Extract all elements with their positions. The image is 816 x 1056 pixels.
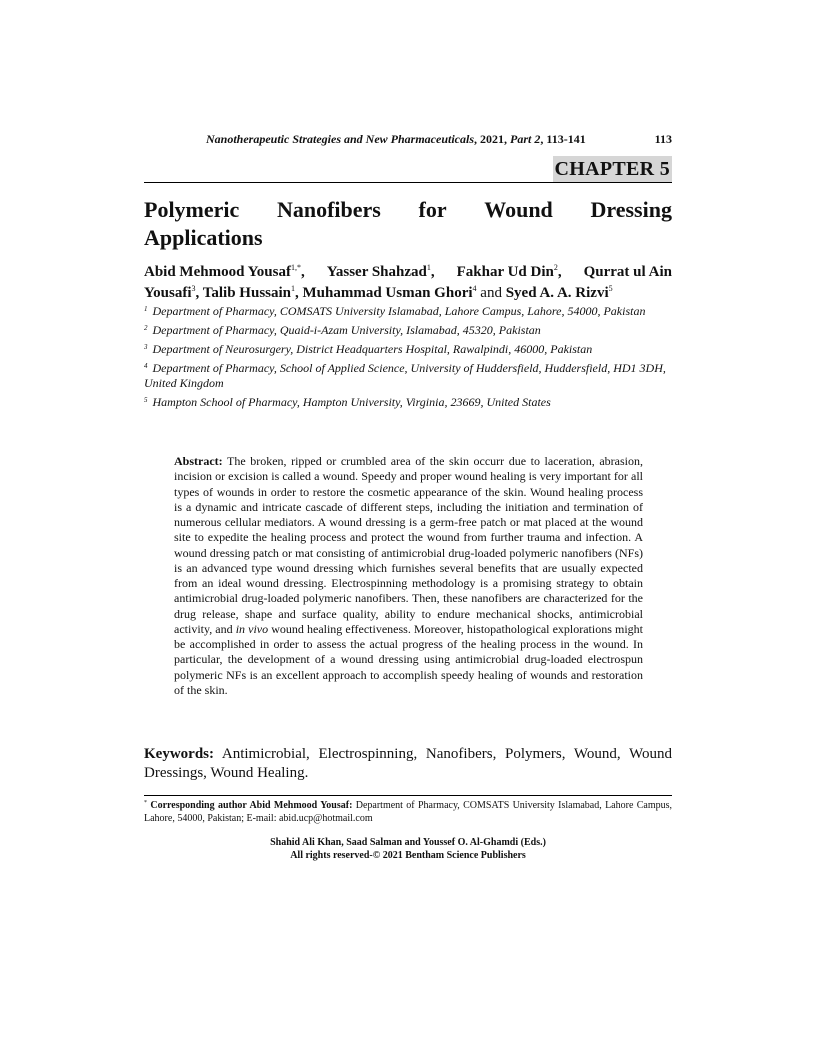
title-word: Nanofibers (276, 197, 381, 222)
footnote-text: Department of Pharmacy, COMSATS University Islamabad, Lahore Campus, Lahore, 54000, Pakistan; E-mail: abid.ucp@hotmail.com (144, 800, 672, 824)
affiliation: $^2$ Department of Pharmacy, Quaid-i-Azam University, Islamabad, 45320, Pakistan (144, 323, 541, 337)
footnote-label: Corresponding author Abid Mehmood Yousaf: (150, 800, 353, 811)
affiliation: $^3$ Department of Neurosurgery, District Headquarters Hospital, Rawalpindi, 46000, Pakistan (144, 342, 593, 356)
journal-part: Part 2 (510, 132, 541, 146)
affiliation: $^4$ Department of Pharmacy, School of Applied Science, University of Huddersfield, Huddersfield, HD1 3DH, United Kingdom (144, 361, 666, 390)
author: Fakhar Ud Din$^2$, (456, 263, 562, 280)
abstract-text-cont: wound healing effectiveness. Moreover, histopathological explorations might be accomplished in order to assess the actual progress of the healing process in the wound. In particular, the development of a wound dressing using antimicrobial drug-loaded electrospun polymeric NFs is an excellent approach to accomplish speedy healing of wounds and restoration of the skin. (174, 621, 643, 697)
editors-line: Shahid Ali Khan, Saad Salman and Youssef O. Al-Ghamdi (Eds.) (270, 837, 546, 848)
author: Yousafi$^3$, (144, 284, 203, 301)
author-list (144, 262, 672, 304)
affiliation: $^5$ Hampton School of Pharmacy, Hampton University, Virginia, 23669, United States (144, 395, 551, 409)
author: Abid Mehmood Yousaf$^{1,*}$, (144, 263, 305, 280)
title-line-2: Applications (144, 225, 263, 250)
publisher-info (144, 836, 672, 862)
keywords-text: Antimicrobial, Electrospinning, Nanofibers, Polymers, Wound, Wound Dressings, Wound Healing. (144, 746, 672, 781)
abstract (174, 454, 643, 698)
author: Syed A. A. Rizvi$^5$ (505, 284, 613, 301)
author-line-2 (144, 283, 672, 304)
page-number: 113 (654, 132, 672, 146)
title-word: Polymeric (144, 197, 240, 222)
author: Qurrat ul Ain (583, 264, 672, 280)
author: Talib Hussain$^1$, (202, 284, 303, 301)
title-word: Wound (484, 197, 553, 222)
journal-pages: , 113-141 (540, 132, 586, 146)
affiliation: $^1$ Department of Pharmacy, COMSATS University Islamabad, Lahore Campus, Lahore, 54000, Pakistan (144, 304, 646, 318)
author-line-1 (144, 262, 672, 283)
journal-year: , 2021, (474, 132, 511, 146)
chapter-label: CHAPTER 5 (554, 158, 670, 180)
title-line-1 (144, 196, 672, 224)
author: Muhammad Usman Ghori$^4$ (302, 284, 477, 301)
running-head-citation (206, 132, 586, 147)
rights-line: All rights reserved-© 2021 Bentham Science Publishers (290, 850, 526, 861)
keywords-label: Keywords: (144, 746, 214, 762)
affiliations (144, 304, 672, 414)
abstract-italic-term: in vivo (235, 621, 269, 636)
journal-title: Nanotherapeutic Strategies and New Pharmaceuticals (206, 132, 475, 146)
title-word: for (418, 197, 447, 222)
corresponding-author-footnote: * Corresponding author Abid Mehmood Yousaf: Department of Pharmacy, COMSATS University Islamabad, Lahore Campus, Lahore, 54000, Pakistan; E-mail: abid.ucp@hotmail.com (144, 800, 672, 824)
abstract-text: The broken, ripped or crumbled area of the skin occurr due to laceration, abrasion, incision or excision is called a wound. Speedy and proper wound healing is very important for all types of wounds in order to restore the cosmetic appearance of the skin. Wound healing process is a dynamic and intricate cascade of different steps, including the initiation and termination of numerous cellular mediators. A wound dressing is a germ-free patch or mat placed at the wound site to expedite the healing process and protect the wound from further trauma and infection. A wound dressing patch or mat consisting of antimicrobial drug-loaded polymeric nanofibers (NFs) is an advanced type wound dressing which furnishes several benefits that are usually expected from an ideal wound dressing. Electrospinning methodology is a promising strategy to obtain antimicrobial drug-loaded polymeric nanofibers. Then, these nanofibers are characterized for the drug release, shape and surface quality, ability to endure mechanical shocks, antimicrobial activity, and (174, 454, 643, 636)
author: Yasser Shahzad$^1$, (326, 263, 435, 280)
chapter-rule (144, 182, 672, 183)
author-conjunction: and (480, 285, 502, 301)
paper-title (144, 196, 672, 252)
chapter-header (144, 156, 672, 184)
abstract-label: Abstract: (174, 454, 223, 468)
title-word: Dressing (590, 197, 672, 222)
footnote-rule (144, 795, 672, 796)
keywords (144, 745, 672, 783)
